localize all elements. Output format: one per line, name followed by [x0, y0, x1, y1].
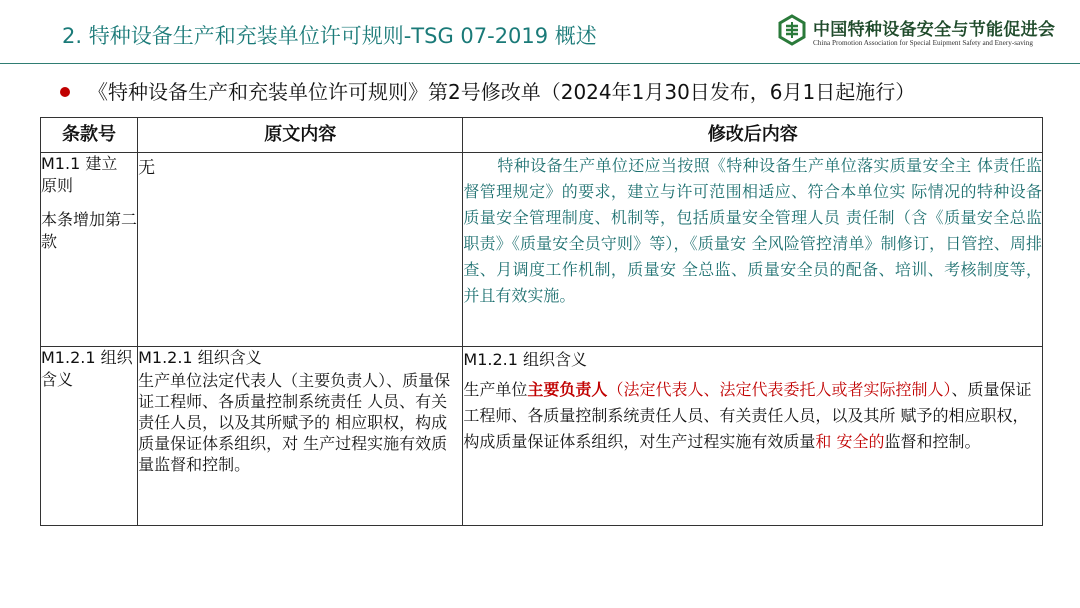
header-divider	[0, 63, 1080, 64]
amended-cell	[463, 347, 1043, 526]
amendment-table	[40, 117, 1043, 526]
header-original: 原文内容	[138, 118, 463, 153]
association-logo	[777, 12, 1067, 58]
amended-cell: 特种设备生产单位还应当按照《特种设备生产单位落实质量安全主 体责任监督管理规定》的要求，建立与许可范围相适应、符合本单位实 际情况的特种设备质量安全管理制度、机制等，包括质量安全管理人员 责任制（含《质量安全总监职责》《质量安全员守则》等），《质量安 全风险管控清单》制修订，日管控、周排查、月调度工作机制，质量安 全总监、质量安全员的配备、培训、考核制度等，并且有效实施。	[463, 153, 1043, 347]
bullet-line	[60, 80, 915, 104]
original-heading: M1.2.1 组织含义	[138, 348, 262, 367]
logo-chinese-name: 中国特种设备安全与节能促进会	[813, 20, 1056, 40]
amended-text: 、质量保证工程师、各质量控制系统责任人员、有关责任人员，以及其所 赋予的相应职权，构成质量保证体系组织，对生产过程实施有效质量	[463, 380, 1032, 451]
clause-note: 本条增加第二款	[41, 210, 138, 251]
original-body: 生产单位法定代表人（主要负责人）、质量保证工程师、各质量控制系统责任 人员、有关责任人员，以及其所赋予的 相应职权，构成质量保证体系组织，对 生产过程实施有效质量监督和控制。	[138, 371, 451, 474]
bullet-dot-icon	[60, 87, 70, 97]
original-cell	[138, 347, 463, 526]
header-amended: 修改后内容	[463, 118, 1043, 153]
table-row	[41, 347, 1043, 526]
clause-cell: M1.2.1 组织含义	[41, 347, 138, 526]
original-cell: 无	[138, 153, 463, 347]
header-clause: 条款号	[41, 118, 138, 153]
amended-text: 监督和控制。	[884, 432, 981, 451]
amended-text: 生产单位	[463, 380, 528, 399]
amended-highlight: （法定代表人、法定代表委托人或者实际控制人）	[607, 380, 952, 399]
table-row	[41, 153, 1043, 347]
clause-cell	[41, 153, 138, 347]
amended-body	[463, 377, 1042, 455]
amended-heading: M1.2.1 组织含义	[463, 350, 588, 369]
amended-highlight-bold: 主要负责人	[527, 380, 608, 399]
table-header-row	[41, 118, 1043, 153]
bullet-text: 《特种设备生产和充装单位许可规则》第2号修改单（2024年1月30日发布，6月1日起施行）	[88, 80, 916, 104]
association-emblem-icon	[777, 14, 807, 46]
clause-number: M1.1 建立 原则	[41, 154, 118, 195]
amended-highlight: 和 安全的	[815, 432, 885, 451]
logo-english-name: China Promotion Association for Special Euipment Safety and Enery-saving	[813, 39, 1033, 47]
page-title: 2. 特种设备生产和充装单位许可规则-TSG 07-2019 概述	[62, 24, 597, 48]
